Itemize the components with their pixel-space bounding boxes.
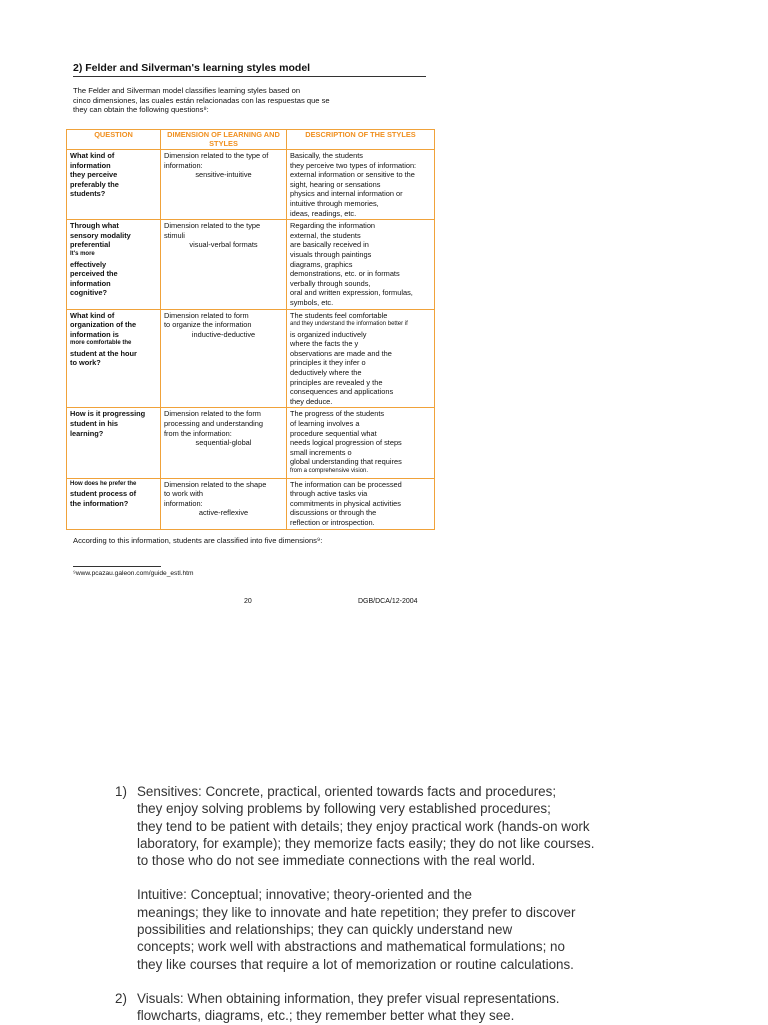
cell-line: Through what xyxy=(70,221,119,231)
cell-line: are basically received in xyxy=(290,240,369,250)
cell-line: and they understand the information better if xyxy=(290,321,408,328)
style-pair: active-reflexive xyxy=(198,508,249,518)
cell-line: The students feel comfortable xyxy=(290,310,388,320)
text-line: concepts; work well with abstractions and mathematical formulations; no xyxy=(137,939,565,955)
paragraph-gap xyxy=(137,869,594,886)
cell-line: diagrams, graphics xyxy=(290,259,353,269)
cell-line: student at the hour xyxy=(70,348,137,358)
cell-line: organization of the xyxy=(70,320,137,330)
dimension-cell xyxy=(161,408,287,478)
cell-line: sensory modality preferential xyxy=(70,230,131,250)
description-cell xyxy=(287,309,435,408)
list-item xyxy=(115,783,715,973)
document-reference: DGB/DCA/12-2004 xyxy=(358,598,418,605)
table-row xyxy=(67,220,435,309)
cell-line: Dimension related to the type of xyxy=(164,151,269,160)
table-row xyxy=(67,408,435,478)
cell-line: discussions or through the xyxy=(290,508,377,518)
question-cell xyxy=(67,220,161,309)
cell-line: procedure sequential what xyxy=(290,428,377,438)
description-cell xyxy=(287,220,435,309)
cell-line: external, the students xyxy=(290,230,361,240)
intro-line: The Felder and Silverman model classifies learning styles based on xyxy=(73,86,301,95)
cell-line: information: xyxy=(164,160,203,170)
closing-paragraph: According to this information, students are classified into five dimensions⁹: xyxy=(73,536,323,545)
cell-line: of learning involves a xyxy=(290,419,360,429)
cell-line: effectively xyxy=(70,259,107,269)
list-item xyxy=(115,990,715,1025)
cell-line: is organized inductively xyxy=(290,329,367,339)
description-cell xyxy=(287,150,435,220)
cell-line: where the facts the y xyxy=(290,339,359,349)
cell-line: through active tasks via xyxy=(290,489,368,499)
table-row xyxy=(67,478,435,529)
cell-line: observations are made and the xyxy=(290,348,392,358)
cell-line: external information or sensitive to the xyxy=(290,170,415,180)
style-pair: sensitive-intuitive xyxy=(195,170,252,180)
style-pair: inductive-deductive xyxy=(191,329,256,339)
cell-line: The progress of the students xyxy=(290,409,385,419)
cell-line: Basically, the students xyxy=(290,151,363,160)
header-description: DESCRIPTION OF THE STYLES xyxy=(287,130,435,150)
text-line: Visuals: When obtaining information, they prefer visual representations. xyxy=(137,990,560,1006)
question-cell xyxy=(67,408,161,478)
cell-line: reflection or introspection. xyxy=(290,517,375,527)
cell-line: they deduce. xyxy=(290,396,333,406)
cell-line: needs logical progression of steps xyxy=(290,438,402,448)
cell-line: verbally through sounds, xyxy=(290,278,371,288)
cell-line: What kind of xyxy=(70,151,115,160)
cell-line: visuals through paintings xyxy=(290,249,372,259)
learning-styles-table xyxy=(66,129,435,530)
description-cell xyxy=(287,408,435,478)
text-line: flowcharts, diagrams, etc.; they remember better what they see. xyxy=(137,1008,515,1024)
cell-line: processing and understanding xyxy=(164,419,264,429)
question-cell xyxy=(67,150,161,220)
text-line: possibilities and relationships; they can quickly understand new xyxy=(137,922,513,938)
cell-line: physics and internal information or xyxy=(290,189,403,199)
cell-line: Regarding the information xyxy=(290,221,376,231)
dimension-cell xyxy=(161,309,287,408)
cell-line: commitments in physical activities xyxy=(290,498,401,508)
styles-list xyxy=(115,783,715,1025)
cell-line: preferably the xyxy=(70,179,119,189)
text-line: Intuitive: Conceptual; innovative; theory-oriented and the xyxy=(137,887,472,903)
text-line: meanings; they like to innovate and hate repetition; they prefer to discover xyxy=(137,904,576,920)
style-pair: sequential-global xyxy=(195,438,252,448)
cell-line: they perceive xyxy=(70,170,118,180)
intro-line: cinco dimensiones, las cuales están relacionadas con las respuestas que se xyxy=(73,95,330,105)
cell-line: perceived the xyxy=(70,269,118,279)
cell-line: cognitive? xyxy=(70,288,107,298)
cell-line: The information can be processed xyxy=(290,479,402,489)
cell-line: Dimension related to the type xyxy=(164,221,261,231)
cell-line: principles it they infer o xyxy=(290,358,366,368)
cell-line: demonstrations, etc. or in formats xyxy=(290,269,400,279)
cell-line: from a comprehensive vision. xyxy=(290,468,369,474)
text-line: they like courses that require a lot of memorization or routine calculations. xyxy=(137,956,574,972)
page-number: 20 xyxy=(244,598,252,605)
cell-line: to organize the information xyxy=(164,320,252,330)
question-cell xyxy=(67,478,161,529)
cell-line: consequences and applications xyxy=(290,387,394,397)
cell-line: oral and written expression, formulas, xyxy=(290,288,413,298)
text-line: laboratory, for example); they memorize facts easily; they do not like courses. xyxy=(137,835,595,851)
question-cell xyxy=(67,309,161,408)
cell-line: learning? xyxy=(70,428,104,438)
cell-line: intuitive through memories, xyxy=(290,198,379,208)
list-text xyxy=(137,990,560,1025)
cell-line: to work? xyxy=(70,358,101,368)
list-gap xyxy=(115,973,715,990)
footnote-rule xyxy=(73,566,161,567)
intro-line: they can obtain the following questions⁸: xyxy=(73,105,209,114)
text-line: they tend to be patient with details; they enjoy practical work (hands-on work xyxy=(137,818,590,834)
list-text xyxy=(137,783,594,973)
cell-line: What kind of xyxy=(70,310,115,320)
cell-line: the information? xyxy=(70,498,129,508)
cell-line: more comfortable the xyxy=(70,340,132,347)
style-pair: visual-verbal formats xyxy=(189,240,258,250)
cell-line: they perceive two types of information: xyxy=(290,160,417,170)
cell-line: from the information: xyxy=(164,428,232,438)
section-heading: 2) Felder and Silverman's learning styles model xyxy=(73,62,426,77)
cell-line: information xyxy=(70,160,111,170)
cell-line: information: xyxy=(164,498,203,508)
cell-line: Dimension related to form xyxy=(164,310,249,320)
cell-line: principles are revealed y the xyxy=(290,377,383,387)
table-row xyxy=(67,309,435,408)
cell-line: to work with xyxy=(164,489,204,499)
cell-line: students? xyxy=(70,189,106,199)
cell-line: student in his xyxy=(70,419,119,429)
cell-line: Dimension related to the form xyxy=(164,409,261,419)
cell-line: Dimension related to the shape xyxy=(164,479,267,489)
dimension-cell xyxy=(161,478,287,529)
cell-line: How is it progressing xyxy=(70,409,146,419)
cell-line: It's more xyxy=(70,250,95,257)
cell-line: stimuli xyxy=(164,230,185,240)
cell-line: information xyxy=(70,278,111,288)
dimension-cell xyxy=(161,220,287,309)
dimension-cell xyxy=(161,150,287,220)
cell-line: information is xyxy=(70,329,119,339)
table-row xyxy=(67,150,435,220)
description-cell xyxy=(287,478,435,529)
text-line: they enjoy solving problems by following very established procedures; xyxy=(137,801,551,817)
header-question: QUESTION xyxy=(67,130,161,150)
cell-line: student process of xyxy=(70,489,137,499)
footnote: ⁹www.pcazau.galeon.com/guide_estl.htm xyxy=(73,570,194,577)
intro-paragraph xyxy=(73,86,428,115)
cell-line: deductively where the xyxy=(290,368,362,378)
table-header-row xyxy=(67,130,435,150)
text-line: Sensitives: Concrete, practical, oriented towards facts and procedures; xyxy=(137,784,557,799)
cell-line: ideas, readings, etc. xyxy=(290,208,357,218)
cell-line: small increments o xyxy=(290,447,352,457)
cell-line: symbols, etc. xyxy=(290,297,334,307)
text-line: to those who do not see immediate connections with the real world. xyxy=(137,853,536,869)
cell-line: How does he prefer the xyxy=(70,480,137,487)
cell-line: global understanding that requires xyxy=(290,457,402,467)
list-number: 1) xyxy=(115,784,127,799)
list-number: 2) xyxy=(115,990,127,1006)
cell-line: sight, hearing or sensations xyxy=(290,179,381,189)
header-dimension: DIMENSION OF LEARNING AND STYLES xyxy=(161,130,287,150)
